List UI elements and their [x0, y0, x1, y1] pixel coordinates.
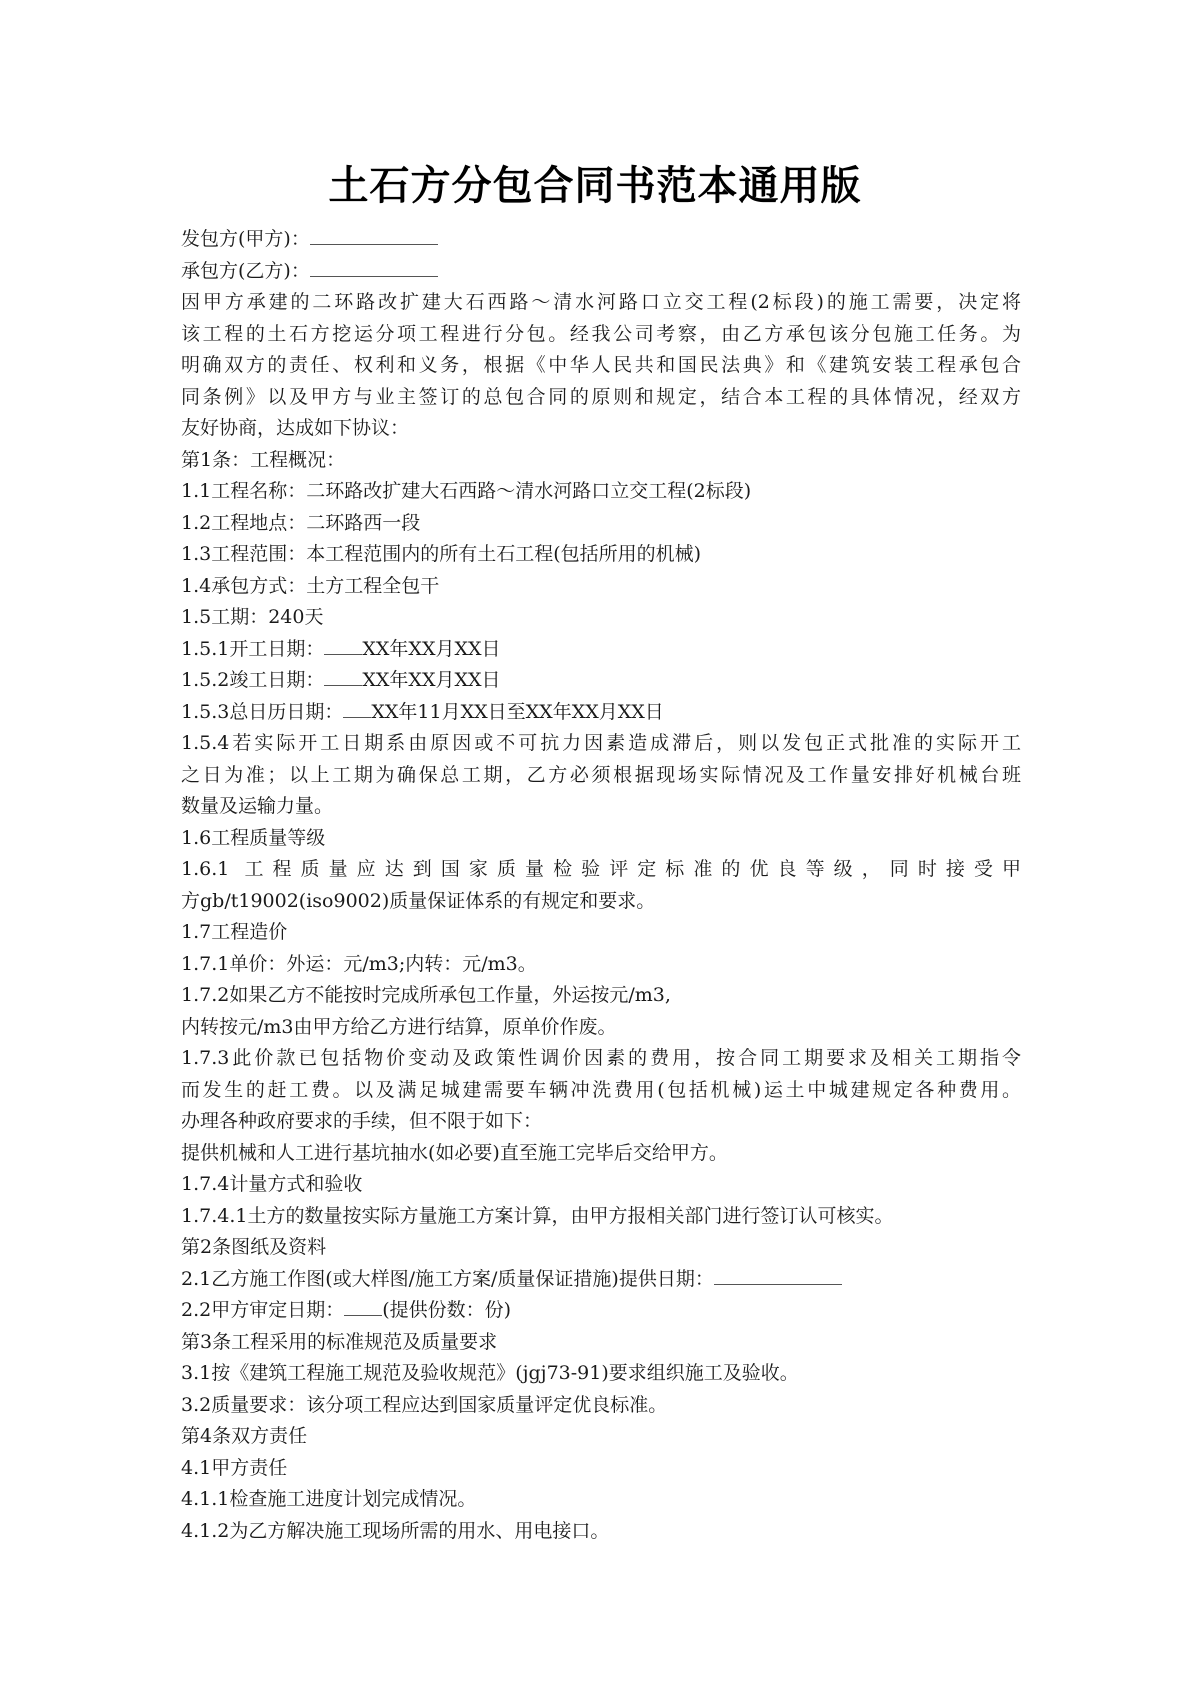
end-date-label: 1.5.2竣工日期：	[181, 669, 325, 691]
article-1-item: 1.4承包方式：土方工程全包干	[181, 574, 440, 597]
start-date-line	[181, 634, 1021, 666]
article-1-heading: 第1条：工程概况：	[181, 448, 346, 471]
drawing-date-label: 2.1乙方施工作图(或大样图/施工方案/质量保证措施)提供日期：	[181, 1267, 714, 1290]
article-4-subheading: 4.1甲方责任	[181, 1456, 288, 1479]
end-date-blank[interactable]	[324, 667, 362, 686]
article-4-item: 4.1.2为乙方解决施工现场所需的用水、用电接口。	[181, 1519, 610, 1542]
article-3-item: 3.1按《建筑工程施工规范及验收规范》(jgj73-91)要求组织施工及验收。	[181, 1362, 799, 1384]
quality-clause-line: 方gb/t19002(iso9002)质量保证体系的有规定和要求。	[181, 889, 656, 912]
cost-item: 1.7.4.1土方的数量按实际方量施工方案计算，由甲方报相关部门进行签订认可核实。	[181, 1204, 894, 1227]
cost-item: 办理各种政府要求的手续，但不限于如下：	[181, 1110, 543, 1132]
preamble-line: 友好协商，达成如下协议：	[181, 417, 410, 439]
party-a-blank[interactable]	[310, 226, 438, 245]
quality-heading: 1.6工程质量等级	[181, 826, 326, 849]
article-1-item: 1.3工程范围：本工程范围内的所有土石工程(包括所用的机械)	[181, 543, 702, 565]
delay-clause-line: 数量及运输力量。	[181, 795, 334, 817]
delay-clause-line: 之日为准；以上工期为确保总工期，乙方必须根据现场实际情况及工作量安排好机械台班	[181, 763, 1021, 786]
preamble-line: 同条例》以及甲方与业主签订的总包合同的原则和规定，结合本工程的具体情况，经双方	[181, 385, 1021, 408]
article-1-item: 1.1工程名称：二环路改扩建大石西路～清水河路口立交工程(2标段)	[181, 480, 752, 502]
cost-item: 提供机械和人工进行基坑抽水(如必要)直至施工完毕后交给甲方。	[181, 1141, 728, 1164]
total-date-value: XX年11月XX日至XX年XX月XX日	[371, 700, 664, 723]
cost-heading: 1.7工程造价	[181, 921, 288, 943]
article-3-item: 3.2质量要求：该分项工程应达到国家质量评定优良标准。	[181, 1393, 668, 1416]
party-a-line	[181, 224, 1021, 256]
document-title: 土石方分包合同书范本通用版	[328, 163, 862, 209]
delay-clause-line: 1.5.4若实际开工日期系由原因或不可抗力因素造成滞后，则以发包正式批准的实际开工	[181, 732, 1021, 754]
start-date-value: XX年XX月XX日	[362, 637, 501, 660]
start-date-label: 1.5.1开工日期：	[181, 637, 325, 660]
end-date-value: XX年XX月XX日	[362, 669, 501, 691]
party-b-blank[interactable]	[310, 258, 438, 277]
article-4-item: 4.1.1检查施工进度计划完成情况。	[181, 1488, 477, 1510]
total-date-blank[interactable]	[343, 699, 371, 718]
document-body	[181, 224, 1021, 1547]
cost-item: 1.7.2如果乙方不能按时完成所承包工作量，外运按元/m3,	[181, 984, 671, 1006]
copies-note: (提供份数：份)	[382, 1299, 512, 1321]
cost-item: 而发生的赶工费。以及满足城建需要车辆冲洗费用(包括机械)运土中城建规定各种费用。	[181, 1078, 1021, 1101]
cost-item: 内转按元/m3由甲方给乙方进行结算，原单价作废。	[181, 1015, 617, 1038]
article-1-item: 1.2工程地点：二环路西一段	[181, 511, 421, 534]
cost-item: 1.7.4计量方式和验收	[181, 1173, 363, 1195]
party-a-label: 发包方(甲方)：	[181, 228, 310, 250]
total-date-label: 1.5.3总日历日期：	[181, 700, 344, 723]
article-2-item-1	[181, 1264, 1021, 1296]
drawing-date-blank[interactable]	[714, 1266, 842, 1285]
party-b-line	[181, 256, 1021, 288]
article-2-item-2	[181, 1295, 1021, 1327]
end-date-line	[181, 665, 1021, 697]
preamble-line: 因甲方承建的二环路改扩建大石西路～清水河路口立交工程(2标段)的施工需要，决定将	[181, 291, 1021, 313]
preamble-line: 该工程的土石方挖运分项工程进行分包。经我公司考察，由乙方承包该分包施工任务。为	[181, 322, 1021, 345]
article-4-heading: 第4条双方责任	[181, 1425, 308, 1447]
total-date-line	[181, 697, 1021, 729]
cost-item: 1.7.3此价款已包括物价变动及政策性调价因素的费用，按合同工期要求及相关工期指令	[181, 1047, 1021, 1069]
party-b-label: 承包方(乙方)：	[181, 259, 310, 282]
review-date-label: 2.2甲方审定日期：	[181, 1299, 345, 1321]
quality-clause-line: 1.6.1 工程质量应达到国家质量检验评定标准的优良等级，同时接受甲	[181, 858, 1021, 880]
start-date-blank[interactable]	[324, 636, 362, 655]
article-1-item: 1.5工期：240天	[181, 606, 324, 628]
article-3-heading: 第3条工程采用的标准规范及质量要求	[181, 1330, 498, 1353]
article-2-heading: 第2条图纸及资料	[181, 1236, 327, 1258]
review-date-blank[interactable]	[344, 1297, 382, 1316]
cost-item: 1.7.1单价：外运：元/m3;内转：元/m3。	[181, 952, 537, 975]
preamble-line: 明确双方的责任、权利和义务，根据《中华人民共和国民法典》和《建筑安装工程承包合	[181, 354, 1021, 376]
